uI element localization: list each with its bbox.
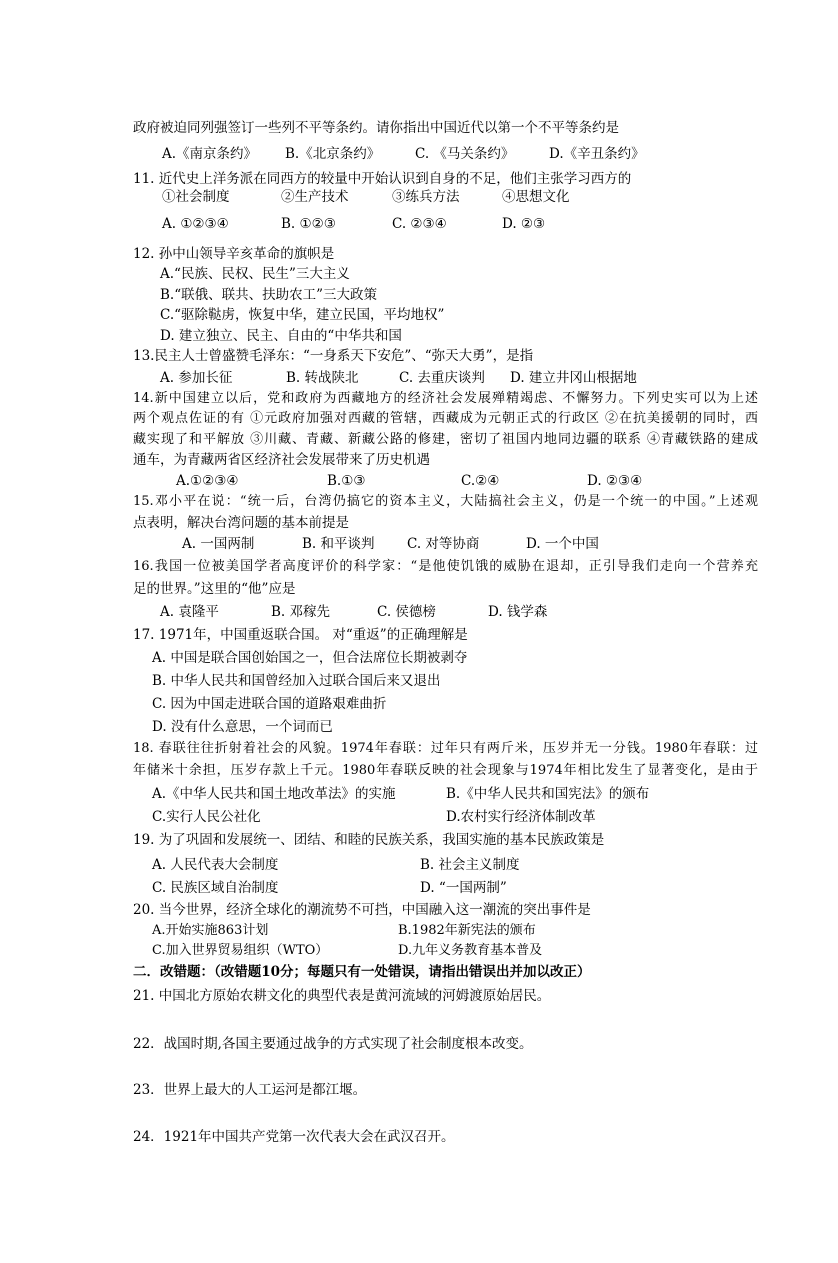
q11-option-b: B. ①②③ bbox=[281, 216, 336, 232]
q14-option-b: B.①③ bbox=[327, 473, 366, 489]
q19-option-c: C. 民族区域自治制度 bbox=[152, 880, 279, 896]
q11-item-2: ②生产技术 bbox=[281, 189, 349, 205]
q13-option-d: D. 建立井冈山根据地 bbox=[510, 370, 637, 386]
q18-option-d: D.农村实行经济体制改革 bbox=[446, 809, 596, 825]
q11-item-4: ④思想文化 bbox=[502, 189, 570, 205]
q14-line-1: 14.新中国建立以后，党和政府为西藏地方的经济社会发展殚精竭虑、不懈努力。下列史实可以为上述 bbox=[133, 391, 758, 406]
q20-option-b: B.1982年新宪法的颁布 bbox=[398, 923, 536, 938]
q18-option-a: A.《中华人民共和国土地改革法》的实施 bbox=[152, 786, 396, 802]
q19-option-d: D. “一国两制” bbox=[420, 880, 507, 896]
section-2-heading: 二．改错题：（改错题10分；每题只有一处错误，请指出错误出并加以改正） bbox=[133, 964, 591, 980]
q20-option-a: A.开始实施863计划 bbox=[152, 923, 269, 938]
q10-stem: 政府被迫同列强签订一些列不平等条约。请你指出中国近代以第一个不平等条约是 bbox=[133, 120, 619, 136]
q17-option-d: D. 没有什么意思，一个词而已 bbox=[152, 719, 333, 735]
q15-option-c: C. 对等协商 bbox=[407, 536, 480, 552]
q16-option-b: B. 邓稼先 bbox=[271, 604, 331, 620]
q13-option-b: B. 转战陕北 bbox=[286, 370, 359, 386]
q15-option-b: B. 和平谈判 bbox=[302, 536, 375, 552]
q12-option-c: C.“驱除鞑虏，恢复中华，建立民国，平均地权” bbox=[160, 307, 445, 323]
q16-line-2: 足的世界。”这里的“他”应是 bbox=[133, 581, 296, 597]
q13-option-c: C. 去重庆谈判 bbox=[399, 370, 485, 386]
q10-option-b: B.《北京条约》 bbox=[285, 146, 381, 162]
q20-option-d: D.九年义务教育基本普及 bbox=[398, 943, 543, 958]
q16-option-a: A. 袁隆平 bbox=[160, 604, 219, 620]
q14-line-3: 藏实现了和平解放 ③川藏、青藏、新藏公路的修建，密切了祖国内地同边疆的联系 ④青藏铁路的建成 bbox=[133, 432, 758, 447]
q14-line-4: 通车，为青藏两省区经济社会发展带来了历史机遇 bbox=[133, 452, 430, 468]
q10-option-a: A.《南京条约》 bbox=[162, 146, 258, 162]
q11-option-a: A. ①②③④ bbox=[162, 216, 229, 232]
q21-text: 21. 中国北方原始农耕文化的典型代表是黄河流域的河姆渡原始居民。 bbox=[133, 988, 551, 1004]
q15-option-a: A. 一国两制 bbox=[182, 536, 255, 552]
q22-text: 22．战国时期,各国主要通过战争的方式实现了社会制度根本改变。 bbox=[133, 1036, 533, 1052]
q17-option-b: B. 中华人民共和国曾经加入过联合国后来又退出 bbox=[152, 673, 441, 689]
q15-line-2: 点表明，解决台湾问题的基本前提是 bbox=[133, 515, 349, 531]
q12-option-b: B.“联俄、联共、扶助农工”三大政策 bbox=[160, 287, 378, 303]
q17-stem: 17. 1971年，中国重返联合国。 对“重返”的正确理解是 bbox=[133, 627, 468, 643]
q11-option-d: D. ②③ bbox=[502, 216, 546, 232]
q18-option-b: B.《中华人民共和国宪法》的颁布 bbox=[446, 786, 650, 802]
q12-option-d: D. 建立独立、民主、自由的“中华共和国 bbox=[160, 328, 402, 344]
q19-option-b: B. 社会主义制度 bbox=[420, 857, 520, 873]
q19-stem: 19. 为了巩固和发展统一、团结、和睦的民族关系，我国实施的基本民族政策是 bbox=[133, 832, 605, 848]
q16-option-d: D. 钱学森 bbox=[488, 604, 548, 620]
q17-option-c: C. 因为中国走进联合国的道路艰难曲折 bbox=[152, 696, 387, 712]
q20-option-c: C.加入世界贸易组织（WTO） bbox=[152, 943, 329, 958]
q16-line-1: 16.我国一位被美国学者高度评价的科学家：“是他使饥饿的威胁在退却，正引导我们走向一个营养充 bbox=[133, 559, 758, 574]
q20-stem: 20. 当今世界，经济全球化的潮流势不可挡，中国融入这一潮流的突出事件是 bbox=[133, 902, 591, 918]
q11-item-1: ①社会制度 bbox=[162, 189, 230, 205]
q14-line-2: 两个观点佐证的有 ①元政府加强对西藏的管辖，西藏成为元朝正式的行政区 ②在抗美援朝的同时，西 bbox=[133, 411, 758, 426]
q15-line-1: 15.邓小平在说：“统一后，台湾仍搞它的资本主义，大陆搞社会主义，仍是一个统一的中国。”上述观 bbox=[133, 494, 758, 509]
q12-option-a: A.“民族、民权、民生”三大主义 bbox=[160, 266, 350, 282]
q19-option-a: A. 人民代表大会制度 bbox=[152, 857, 279, 873]
q11-option-c: C. ②③④ bbox=[392, 216, 447, 232]
q18-line-1: 18. 春联往往折射着社会的风貌。1974年春联：过年只有两斤米，压岁并无一分钱。1980年春联：过 bbox=[133, 741, 758, 756]
q11-stem: 11. 近代史上洋务派在同西方的较量中开始认识到自身的不足，他们主张学习西方的 bbox=[133, 171, 632, 187]
q14-option-c: C.②④ bbox=[461, 473, 500, 489]
q13-stem: 13.民主人士曾盛赞毛泽东：“一身系天下安危”、“弥天大勇”，是指 bbox=[133, 348, 534, 364]
q11-item-3: ③练兵方法 bbox=[392, 189, 460, 205]
q15-option-d: D. 一个中国 bbox=[526, 536, 599, 552]
q13-option-a: A. 参加长征 bbox=[160, 370, 233, 386]
q24-text: 24．1921年中国共产党第一次代表大会在武汉召开。 bbox=[133, 1129, 455, 1145]
q12-stem: 12. 孙中山领导辛亥革命的旗帜是 bbox=[133, 246, 335, 262]
q14-option-a: A.①②③④ bbox=[176, 473, 239, 489]
q17-option-a: A. 中国是联合国创始国之一，但合法席位长期被剥夺 bbox=[152, 650, 468, 666]
q16-option-c: C. 侯德榜 bbox=[377, 604, 436, 620]
q10-option-d: D.《辛丑条约》 bbox=[549, 146, 645, 162]
q14-option-d: D. ②③④ bbox=[587, 473, 643, 489]
q18-option-c: C.实行人民公社化 bbox=[152, 809, 261, 825]
q23-text: 23．世界上最大的人工运河是都江堰。 bbox=[133, 1082, 367, 1098]
q10-option-c: C. 《马关条约》 bbox=[415, 146, 515, 162]
q18-line-2: 年储米十余担，压岁存款上千元。1980年春联反映的社会现象与1974年相比发生了显著变化，是由于 bbox=[133, 763, 758, 778]
